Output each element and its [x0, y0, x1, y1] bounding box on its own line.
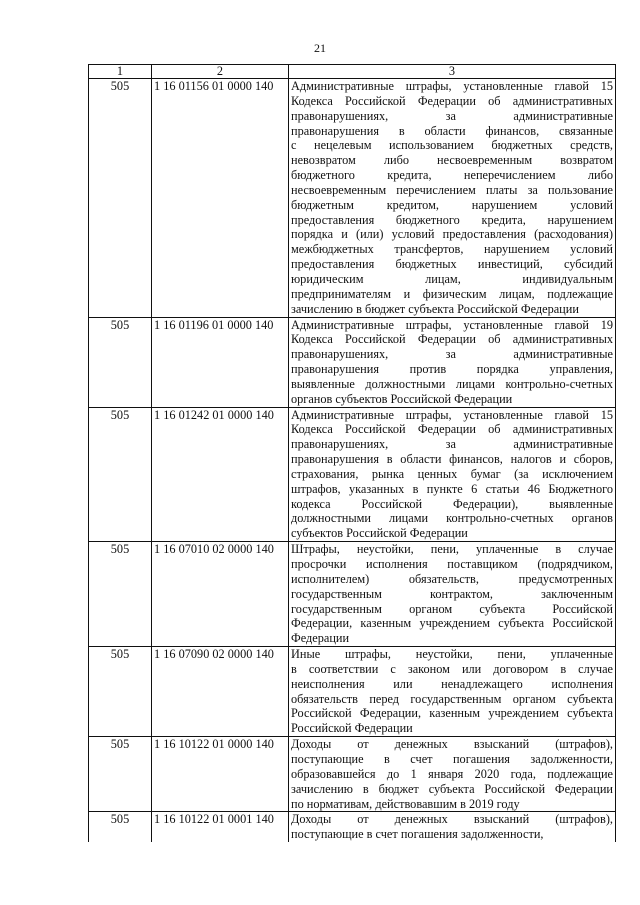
description-line: Административные штрафы, установленные главой 15	[291, 79, 613, 93]
description-line: зачислению в бюджет субъекта Российской Федерации	[291, 781, 613, 796]
budget-classification-code: 1 16 01156 01 0000 140	[152, 79, 289, 318]
table-row	[89, 647, 616, 737]
table-row	[89, 407, 616, 542]
description-line: предоставления бюджетных инвестиций, субсидий	[291, 257, 613, 272]
description-line: государственным органом субъекта Российской	[291, 601, 613, 616]
description-line: межбюджетных трансфертов, нарушением условий	[291, 242, 613, 257]
table-body	[89, 65, 616, 843]
administrator-code: 505	[89, 542, 152, 647]
description-line: образовавшейся до 1 января 2020 года, подлежащие	[291, 766, 613, 781]
budget-classification-code: 1 16 01242 01 0000 140	[152, 407, 289, 542]
description-line: кодекса Российской Федерации), выявленные	[291, 496, 613, 511]
administrator-code: 505	[89, 737, 152, 812]
income-description	[289, 317, 616, 407]
description-line: Штрафы, неустойки, пени, уплаченные в случае	[291, 542, 613, 557]
column-number-1: 1	[89, 65, 152, 79]
budget-classification-code: 1 16 07090 02 0000 140	[152, 647, 289, 737]
table-row	[89, 812, 616, 842]
description-line: предоставления бюджетного кредита, нарушением	[291, 212, 613, 227]
description-line: неисполнения или ненадлежащего исполнения	[291, 676, 613, 691]
table-row	[89, 542, 616, 647]
description-line: должностными лицами контрольно-счетных органов	[291, 511, 613, 526]
description-line: Административные штрафы, установленные главой 19	[291, 317, 613, 332]
description-line: порядка и (или) условий предоставления (расходования)	[291, 227, 613, 242]
description-line: зачислению в бюджет субъекта Российской Федерации	[291, 301, 579, 316]
budget-classification-code: 1 16 10122 01 0000 140	[152, 737, 289, 812]
description-line: с нецелевым использованием бюджетных средств,	[291, 138, 613, 153]
description-line: просрочки исполнения поставщиком (подрядчиком,	[291, 557, 613, 571]
description-line: Кодекса Российской Федерации об административных	[291, 93, 613, 108]
description-line: правонарушениях, за административные	[291, 347, 613, 362]
description-line: Кодекса Российской Федерации об административных	[291, 332, 613, 347]
table-row	[89, 737, 616, 812]
description-line: юридическим лицам, индивидуальным	[291, 271, 613, 286]
table-header-row	[89, 65, 616, 79]
description-line: Российской Федерации, казенным учреждением субъекта	[291, 706, 613, 721]
description-line: правонарушения в области финансов, связанные	[291, 123, 613, 138]
column-number-2: 2	[152, 65, 289, 79]
description-line: бюджетного кредита, неперечислением либо	[291, 168, 613, 183]
budget-classification-code: 1 16 07010 02 0000 140	[152, 542, 289, 647]
income-description	[289, 647, 616, 737]
administrator-code: 505	[89, 812, 152, 842]
description-line: Административные штрафы, установленные главой 15	[291, 407, 613, 422]
table-row	[89, 317, 616, 407]
description-line: Доходы от денежных взысканий (штрафов),	[291, 737, 613, 752]
administrator-code: 505	[89, 647, 152, 737]
description-line: правонарушениях, за административные	[291, 437, 613, 452]
description-line: несвоевременным перечислением платы за пользование	[291, 182, 613, 197]
income-description	[289, 79, 616, 318]
description-line: Кодекса Российской Федерации об административных	[291, 422, 613, 437]
income-description	[289, 542, 616, 647]
description-line: правонарушения в области финансов, налогов и сборов,	[291, 452, 613, 467]
description-line: органов субъектов Российской Федерации	[291, 391, 513, 406]
page-number: 21	[314, 41, 326, 55]
administrator-code: 505	[89, 317, 152, 407]
description-line: обязательств перед государственным органом субъекта	[291, 691, 613, 706]
description-line: невозвратом либо несвоевременным возвратом	[291, 153, 613, 168]
description-line: государственным контрактом, заключенным	[291, 586, 613, 601]
income-description	[289, 737, 616, 812]
description-line: поступающие в счет погашения задолженности,	[291, 751, 613, 766]
description-line: правонарушения против порядка управления,	[291, 362, 613, 377]
description-line: страхования, рынка ценных бумаг (за исключением	[291, 466, 613, 481]
description-line: предпринимателям и физическим лицам, подлежащие	[291, 286, 613, 301]
income-description	[289, 812, 616, 842]
budget-classification-code: 1 16 10122 01 0001 140	[152, 812, 289, 842]
administrator-code: 505	[89, 79, 152, 318]
description-line: бюджетным кредитом, нарушением условий	[291, 197, 613, 212]
description-line: штрафов, указанных в пункте 6 статьи 46 Бюджетного	[291, 481, 613, 496]
description-line: в соответствии с законом или договором в случае	[291, 661, 613, 676]
description-line: Федерации	[291, 631, 350, 646]
column-number-3: 3	[289, 65, 616, 79]
description-line: Российской Федерации	[291, 721, 413, 736]
administrator-code: 505	[89, 407, 152, 542]
budget-classification-code: 1 16 01196 01 0000 140	[152, 317, 289, 407]
table-row	[89, 79, 616, 318]
description-line: субъектов Российской Федерации	[291, 526, 468, 541]
description-line: Федерации, казенным учреждением субъекта Российской	[291, 616, 613, 631]
description-line: Иные штрафы, неустойки, пени, уплаченные	[291, 647, 613, 662]
description-line: по нормативам, действовавшим в 2019 году	[291, 796, 520, 811]
income-description	[289, 407, 616, 542]
description-line: правонарушениях, за административные	[291, 108, 613, 123]
description-line: Доходы от денежных взысканий (штрафов),	[291, 812, 613, 827]
budget-codes-table	[88, 64, 616, 842]
description-line: выявленные должностными лицами контрольно-счетных	[291, 376, 613, 391]
description-line: поступающие в счет погашения задолженности,	[291, 827, 544, 842]
description-line: исполнителем) обязательств, предусмотренных	[291, 571, 613, 586]
